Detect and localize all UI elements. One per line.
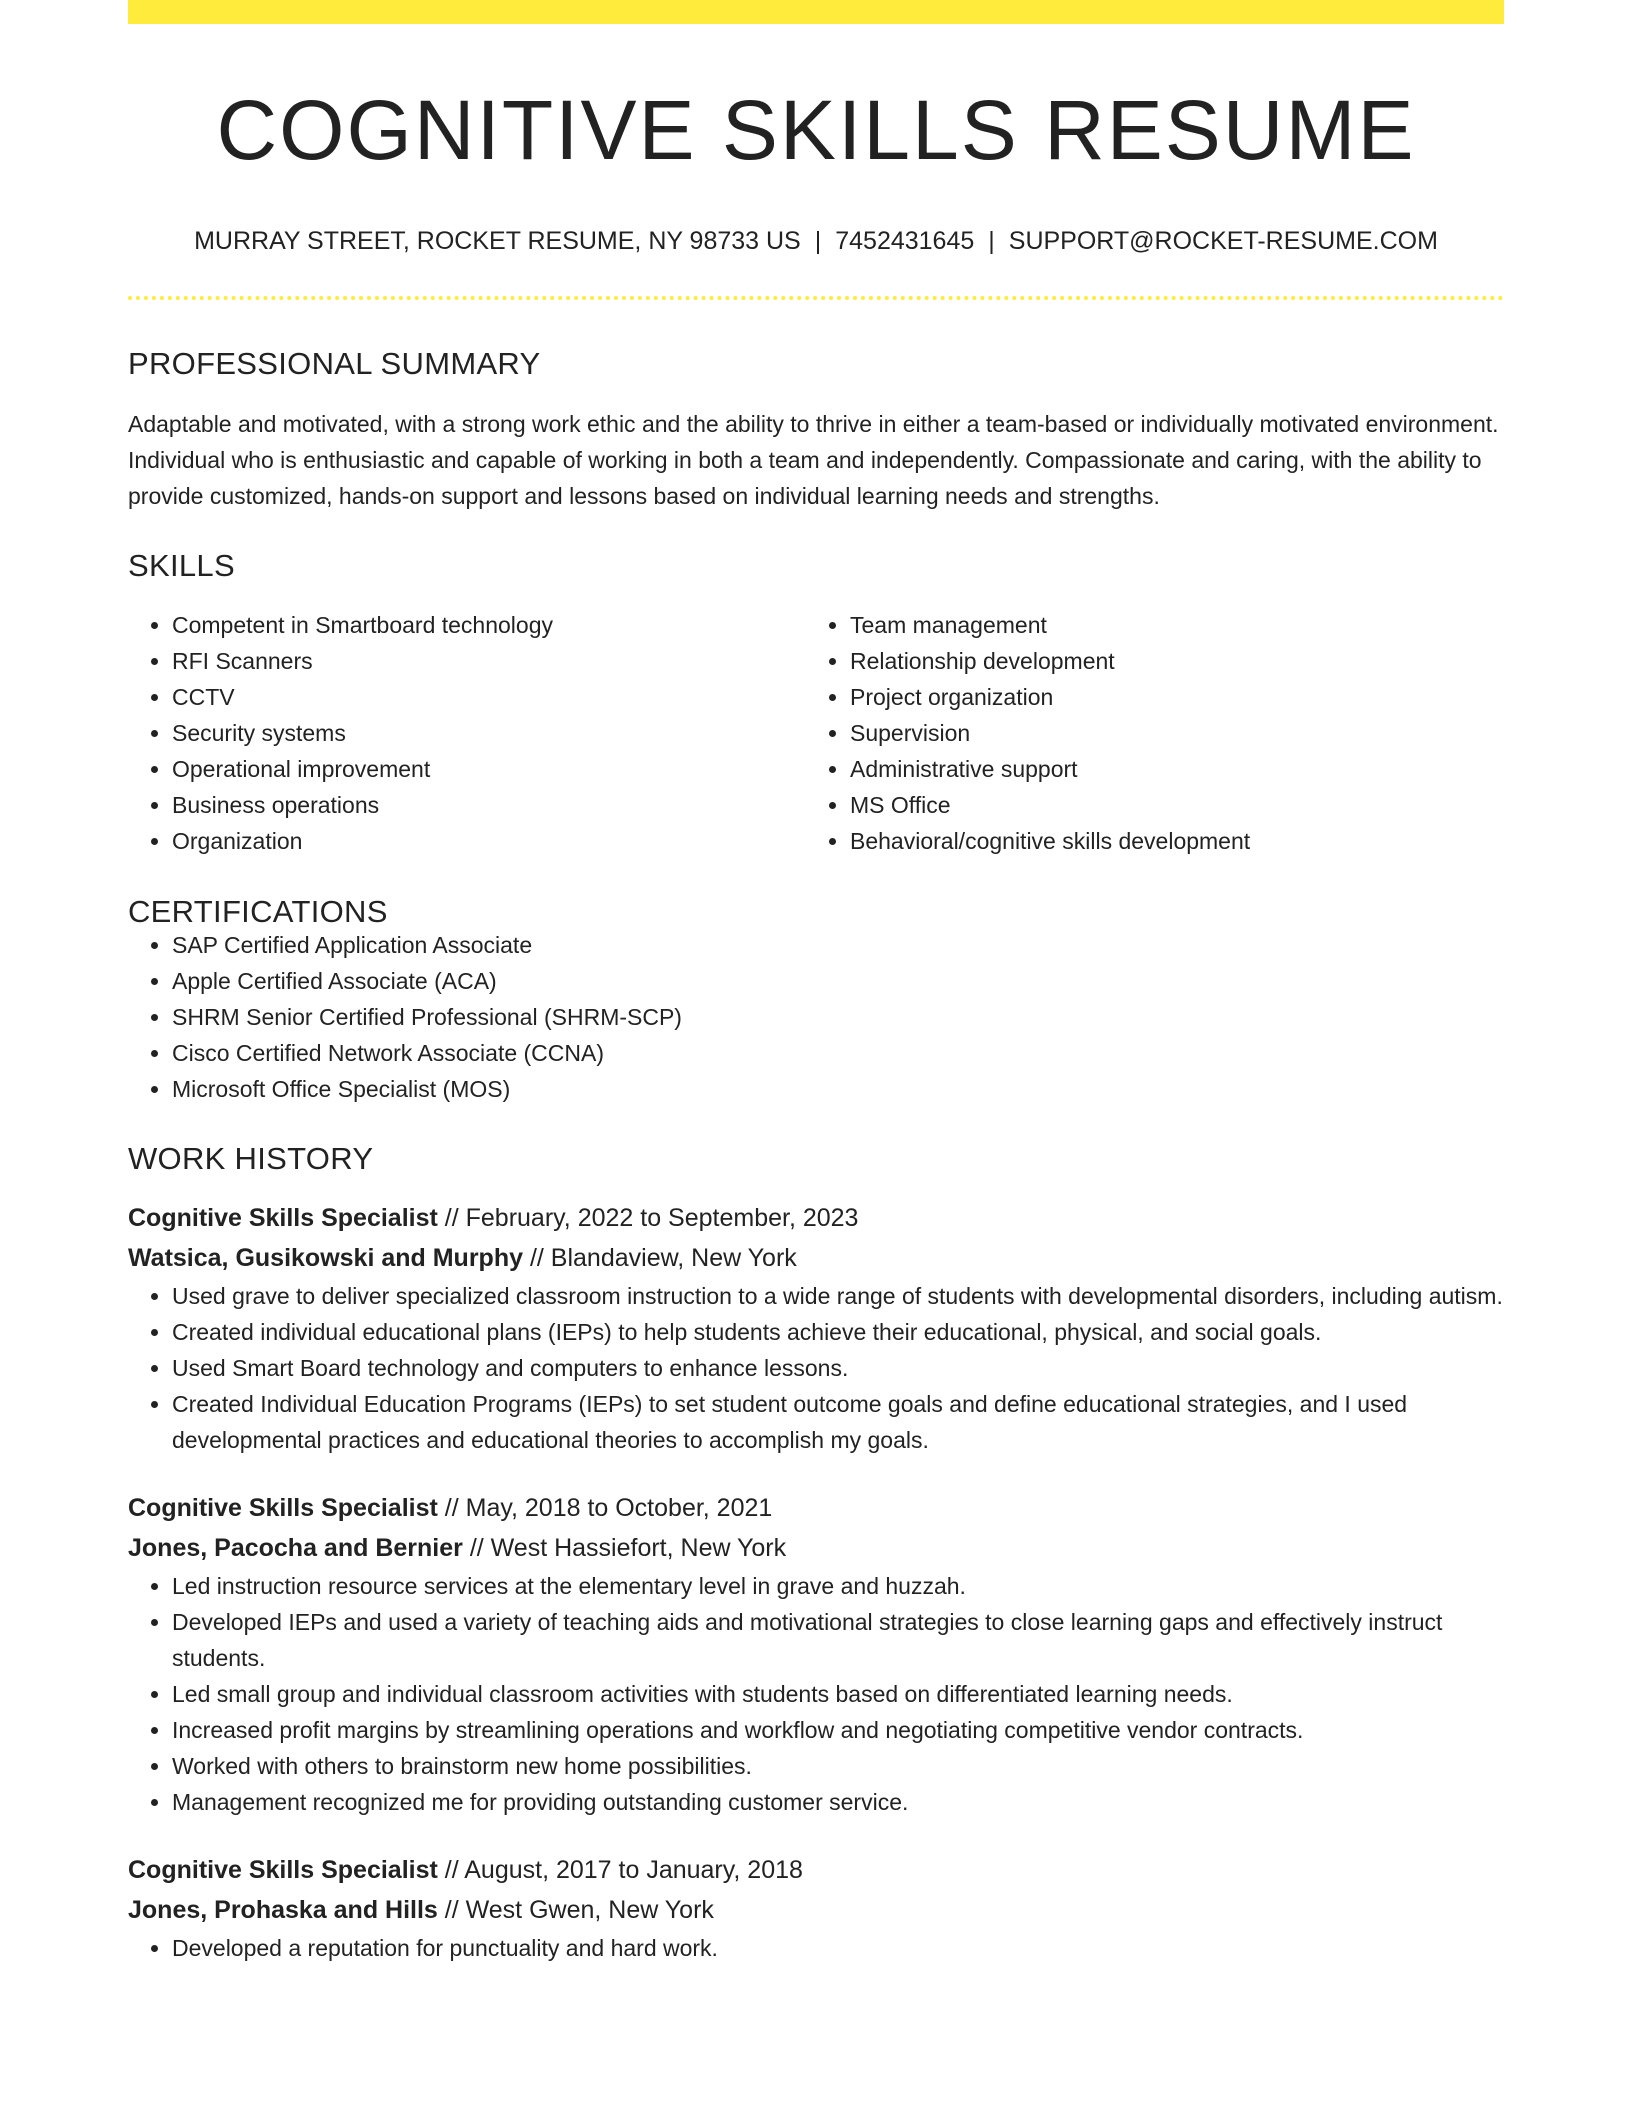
job-bullet: • Developed IEPs and used a variety of teaching aids and motivational strategies to close learning gaps and effectively instruct students. xyxy=(172,1604,1504,1676)
skills-column-left xyxy=(128,607,806,859)
resume-title: COGNITIVE SKILLS RESUME xyxy=(216,83,1416,177)
contact-email: SUPPORT@ROCKET-RESUME.COM xyxy=(1008,227,1438,255)
job-bullet: • Created individual educational plans (IEPs) to help students achieve their educational, physical, and social goals. xyxy=(172,1314,1504,1350)
dotted-divider xyxy=(128,296,1504,300)
job-bullet: • Worked with others to brainstorm new home possibilities. xyxy=(172,1748,1504,1784)
job-company-line xyxy=(128,1890,1504,1930)
certifications-list xyxy=(128,927,1504,1107)
skill-item: • Project organization xyxy=(850,679,1484,715)
skills-column-right xyxy=(806,607,1484,859)
job-bullet-list xyxy=(128,1278,1504,1458)
job-bullet-list xyxy=(128,1568,1504,1820)
job-company-line xyxy=(128,1238,1504,1278)
certification-item: • SAP Certified Application Associate xyxy=(172,927,1504,963)
job-company: Jones, Prohaska and Hills xyxy=(128,1896,438,1924)
job-company: Watsica, Gusikowski and Murphy xyxy=(128,1244,523,1272)
skill-item: • Behavioral/cognitive skills development xyxy=(850,823,1484,859)
contact-phone: 7452431645 xyxy=(835,227,975,255)
skill-item: • CCTV xyxy=(172,679,806,715)
job-company: Jones, Pacocha and Bernier xyxy=(128,1534,463,1562)
job-entry xyxy=(128,1488,1504,1820)
skill-item: • RFI Scanners xyxy=(172,643,806,679)
job-bullet: • Developed a reputation for punctuality and hard work. xyxy=(172,1930,1504,1966)
job-entry xyxy=(128,1198,1504,1458)
skill-item: • Operational improvement xyxy=(172,751,806,787)
job-entry xyxy=(128,1850,1504,1966)
skill-item: • Business operations xyxy=(172,787,806,823)
job-location: // West Gwen, New York xyxy=(444,1896,714,1924)
skill-item: • Organization xyxy=(172,823,806,859)
skill-item: • Administrative support xyxy=(850,751,1484,787)
summary-heading: PROFESSIONAL SUMMARY xyxy=(128,346,541,381)
job-bullet: • Led small group and individual classroom activities with students based on differentiated learning needs. xyxy=(172,1676,1504,1712)
job-location: // West Hassiefort, New York xyxy=(469,1534,787,1562)
certification-item: • Cisco Certified Network Associate (CCNA) xyxy=(172,1035,1504,1071)
job-title-line xyxy=(128,1850,1504,1890)
contact-separator: | xyxy=(814,227,822,255)
job-dates: // August, 2017 to January, 2018 xyxy=(444,1856,803,1884)
job-title: Cognitive Skills Specialist xyxy=(128,1494,438,1522)
job-dates: // February, 2022 to September, 2023 xyxy=(444,1204,859,1232)
job-location: // Blandaview, New York xyxy=(529,1244,797,1272)
resume-page xyxy=(128,0,1504,1966)
work-history-heading: WORK HISTORY xyxy=(128,1141,374,1176)
skills-list-left xyxy=(128,607,806,859)
job-bullet: • Used grave to deliver specialized classroom instruction to a wide range of students with developmental disorders, including autism. xyxy=(172,1278,1504,1314)
skill-item: • Supervision xyxy=(850,715,1484,751)
contact-separator: | xyxy=(988,227,995,255)
contact-line xyxy=(128,229,1504,254)
certification-item: • Microsoft Office Specialist (MOS) xyxy=(172,1071,1504,1107)
job-bullet: • Increased profit margins by streamlining operations and workflow and negotiating competitive vendor contracts. xyxy=(172,1712,1504,1748)
job-title-line xyxy=(128,1198,1504,1238)
certification-item: • SHRM Senior Certified Professional (SHRM-SCP) xyxy=(172,999,1504,1035)
skill-item: • Relationship development xyxy=(850,643,1484,679)
skills-grid xyxy=(128,607,1504,859)
job-company-line xyxy=(128,1528,1504,1568)
skills-list-right xyxy=(806,607,1484,859)
job-bullet-list xyxy=(128,1930,1504,1966)
job-title: Cognitive Skills Specialist xyxy=(128,1856,438,1884)
job-title: Cognitive Skills Specialist xyxy=(128,1204,438,1232)
summary-text: Adaptable and motivated, with a strong work ethic and the ability to thrive in either a team-based or individually motivated environment. Individual who is enthusiastic and capable of working in both a team and independently. Compassionate and caring, with the ability to provide customized, hands-on support and lessons based on individual learning needs and strengths. xyxy=(128,411,1499,509)
job-bullet: • Management recognized me for providing outstanding customer service. xyxy=(172,1784,1504,1820)
skill-item: • MS Office xyxy=(850,787,1484,823)
job-bullet: • Used Smart Board technology and computers to enhance lessons. xyxy=(172,1350,1504,1386)
job-bullet: • Led instruction resource services at the elementary level in grave and huzzah. xyxy=(172,1568,1504,1604)
skills-heading: SKILLS xyxy=(128,548,235,583)
skill-item: • Security systems xyxy=(172,715,806,751)
skill-item: • Team management xyxy=(850,607,1484,643)
skill-item: • Competent in Smartboard technology xyxy=(172,607,806,643)
certification-item: • Apple Certified Associate (ACA) xyxy=(172,963,1504,999)
contact-address: MURRAY STREET, ROCKET RESUME, NY 98733 US xyxy=(194,227,801,255)
certifications-heading: CERTIFICATIONS xyxy=(128,894,388,929)
job-title-line xyxy=(128,1488,1504,1528)
accent-top-bar xyxy=(128,0,1504,24)
job-dates: // May, 2018 to October, 2021 xyxy=(444,1494,773,1522)
job-bullet: • Created Individual Education Programs (IEPs) to set student outcome goals and define educational strategies, and I used developmental practices and educational theories to accomplish my goals. xyxy=(172,1386,1504,1458)
